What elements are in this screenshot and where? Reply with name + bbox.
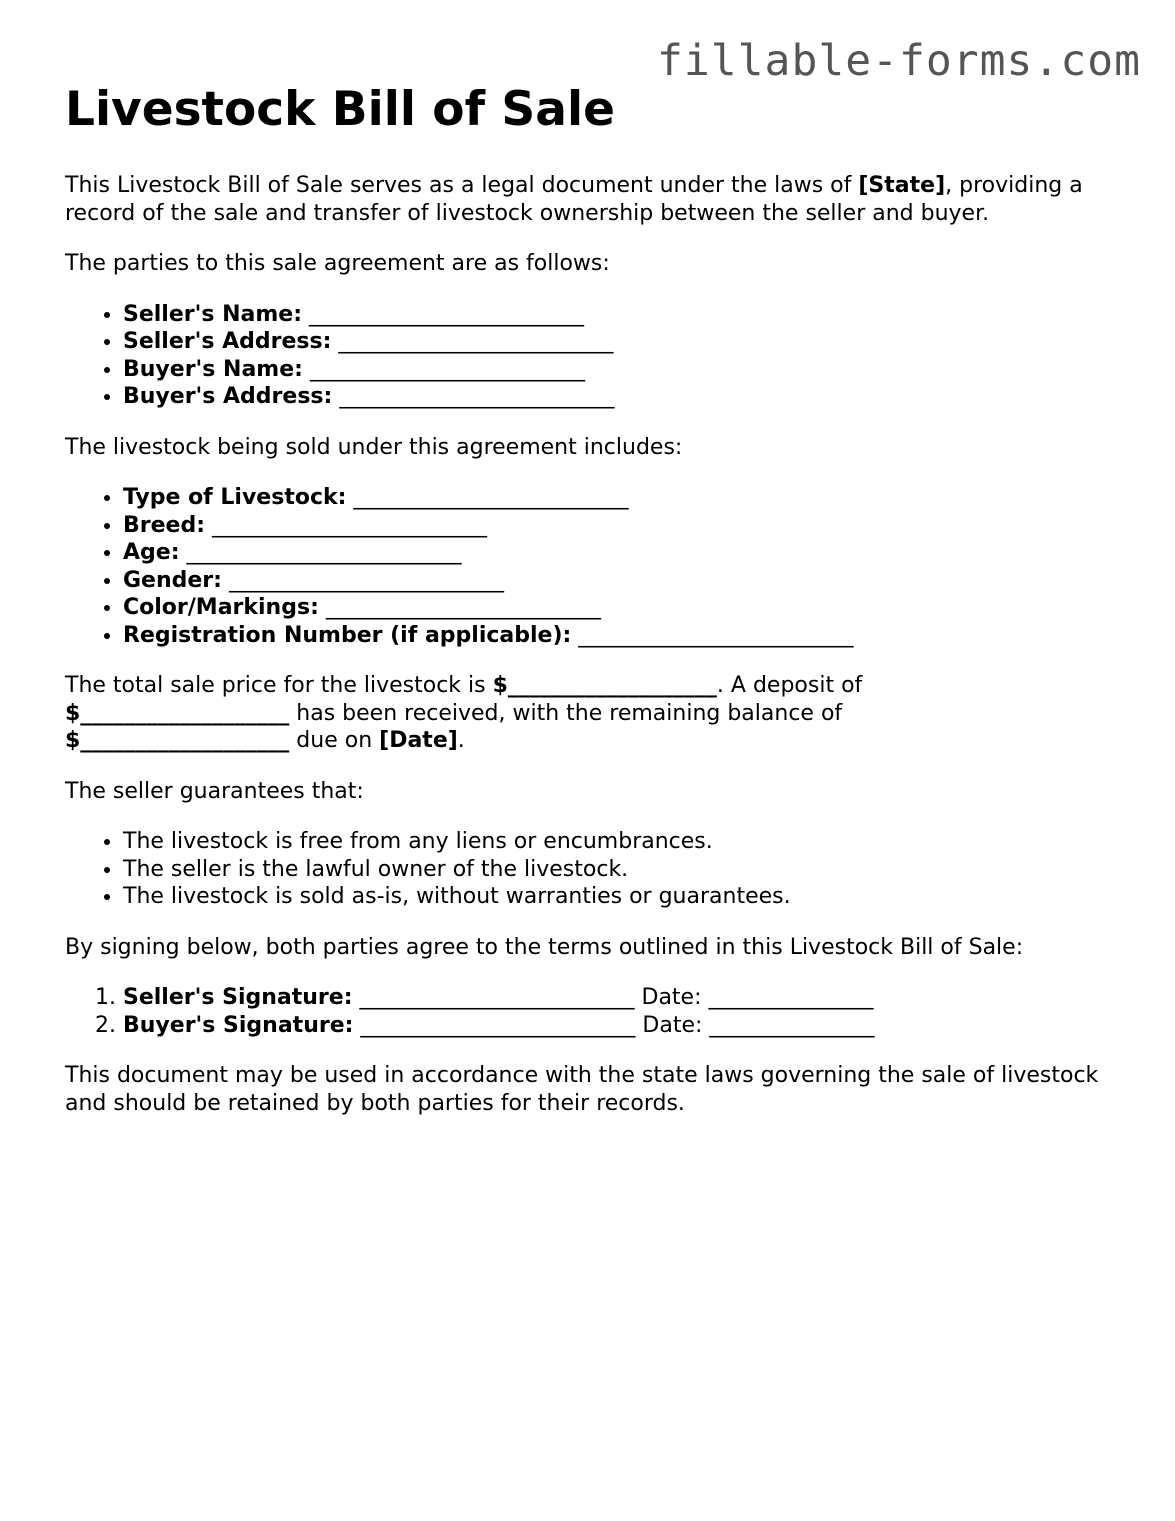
field-label: Registration Number (if applicable): xyxy=(123,622,572,648)
parties-heading: The parties to this sale agreement are as follows: xyxy=(65,251,610,276)
field-label: Buyer's Name: xyxy=(123,356,303,382)
list-item xyxy=(123,1012,1125,1040)
list-item xyxy=(123,356,1125,384)
signature-label: Seller's Signature: xyxy=(123,985,353,1010)
guarantees-heading: The seller guarantees that: xyxy=(65,778,364,804)
intro-text-before: This Livestock Bill of Sale serves as a legal document under the laws of xyxy=(65,173,859,198)
list-item xyxy=(123,512,1125,540)
field-label: Breed: xyxy=(123,512,206,538)
signature-blank[interactable]: _________________________ xyxy=(360,1012,636,1038)
list-item xyxy=(123,484,1125,512)
document-page xyxy=(65,80,1125,1140)
livestock-heading: The livestock being sold under this agreement includes: xyxy=(65,434,683,460)
intro-text-after: , providing a record of the sale and transfer of livestock ownership between the seller and buyer. xyxy=(65,173,1083,226)
list-item xyxy=(123,594,1125,622)
signature-label: Buyer's Signature: xyxy=(123,1012,354,1038)
list-item: • The livestock is sold as-is, without warranties or guarantees. xyxy=(123,883,1125,911)
field-label: Type of Livestock: xyxy=(123,485,347,510)
date-placeholder: [Date] xyxy=(379,728,458,753)
balance-blank[interactable]: $___________________ xyxy=(65,728,290,753)
field-label: Color/Markings: xyxy=(123,595,319,620)
list-item: • The livestock is free from any liens or encumbrances. xyxy=(123,828,1125,856)
field-label: Age: xyxy=(123,540,180,565)
field-label: Gender: xyxy=(123,567,222,593)
field-label: Buyer's Address: xyxy=(123,384,333,409)
field-blank[interactable]: _________________________ xyxy=(338,329,614,354)
watermark: fillable-forms.com xyxy=(657,36,1141,86)
date-blank[interactable]: _______________ xyxy=(709,1012,875,1038)
price-text: The total sale price for the livestock is xyxy=(65,673,493,698)
price-text: due on xyxy=(289,728,380,753)
list-item: • The seller is the lawful owner of the livestock. xyxy=(123,856,1125,884)
guarantees-list xyxy=(65,828,1125,911)
date-label: Date: xyxy=(641,985,702,1010)
field-blank[interactable]: _________________________ xyxy=(309,301,585,327)
document-title: Livestock Bill of Sale xyxy=(65,82,615,137)
field-blank[interactable]: _________________________ xyxy=(228,567,504,593)
livestock-list xyxy=(65,484,1125,649)
list-item xyxy=(123,301,1125,329)
list-item xyxy=(123,328,1125,356)
closing-paragraph: This document may be used in accordance with the state laws governing the sale of livestock and should be retained by both parties for their records. xyxy=(65,1063,1099,1116)
list-item xyxy=(123,539,1125,567)
list-item xyxy=(123,622,1125,650)
signature-blank[interactable]: _________________________ xyxy=(359,985,635,1010)
field-blank[interactable]: _________________________ xyxy=(325,595,601,620)
field-blank[interactable]: _________________________ xyxy=(186,540,462,565)
signature-list xyxy=(65,984,1125,1039)
field-blank[interactable]: _________________________ xyxy=(212,512,488,538)
parties-list xyxy=(65,301,1125,411)
field-label: Seller's Address: xyxy=(123,329,332,354)
deposit-blank[interactable]: $___________________ xyxy=(65,700,290,726)
field-blank[interactable]: _________________________ xyxy=(339,384,615,409)
field-blank[interactable]: _________________________ xyxy=(353,485,629,510)
list-item xyxy=(123,567,1125,595)
date-label: Date: xyxy=(642,1012,703,1038)
field-label: Seller's Name: xyxy=(123,301,303,327)
field-blank[interactable]: _________________________ xyxy=(309,356,585,382)
signing-heading: By signing below, both parties agree to the terms outlined in this Livestock Bill of Sale: xyxy=(65,934,1024,960)
sale-price-blank[interactable]: $___________________ xyxy=(492,673,717,698)
list-item xyxy=(123,984,1125,1012)
field-blank[interactable]: _________________________ xyxy=(578,622,854,648)
date-blank[interactable]: _______________ xyxy=(708,985,874,1010)
price-text: . A deposit of xyxy=(716,673,863,698)
price-text: has been received, with the remaining balance of xyxy=(289,700,843,726)
list-item xyxy=(123,383,1125,411)
intro-paragraph xyxy=(65,172,1125,227)
price-paragraph xyxy=(65,672,1125,755)
price-text: . xyxy=(457,728,465,753)
state-placeholder: [State] xyxy=(858,173,946,198)
